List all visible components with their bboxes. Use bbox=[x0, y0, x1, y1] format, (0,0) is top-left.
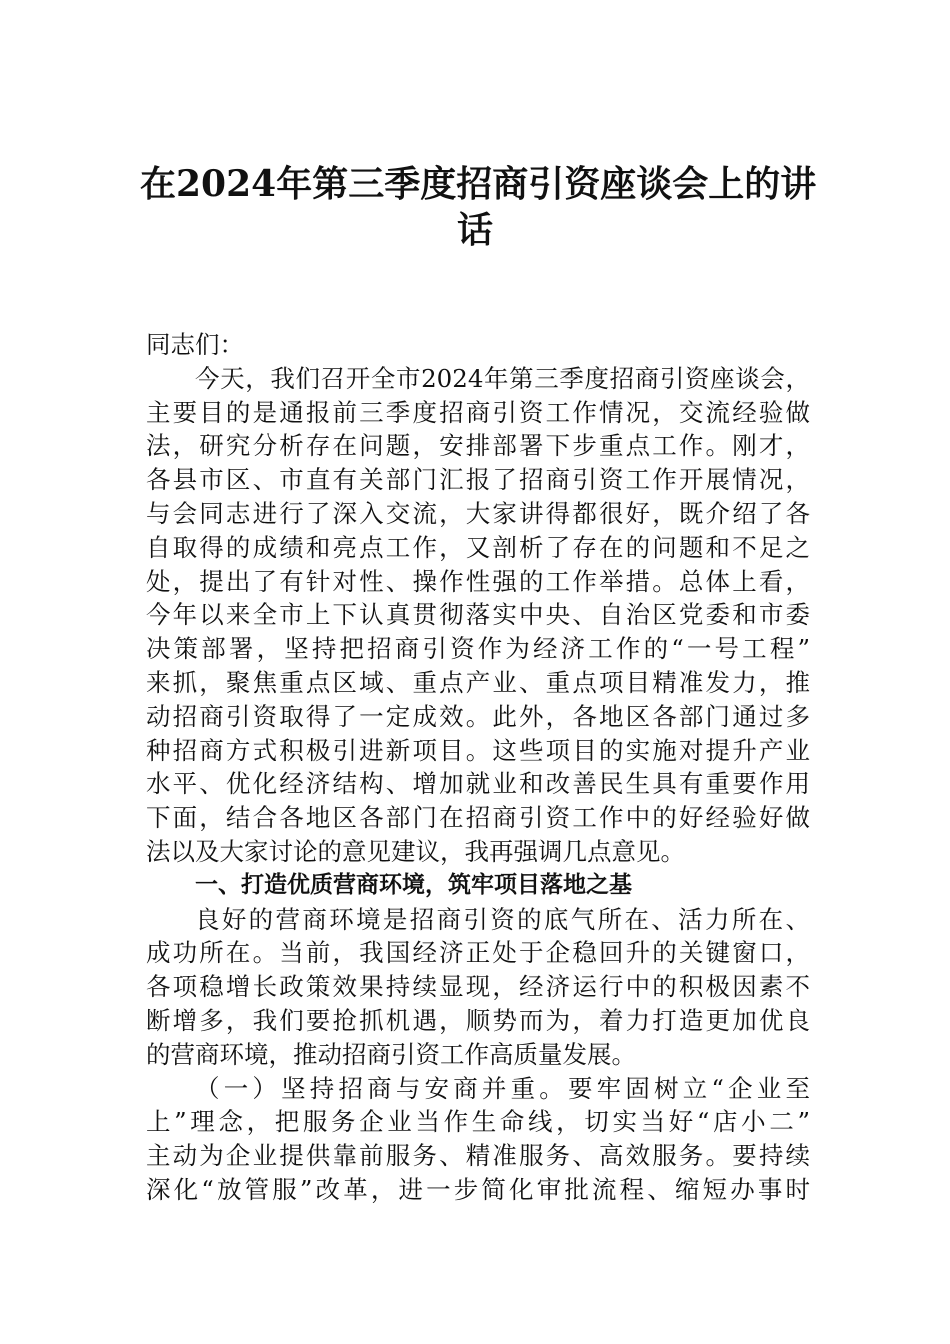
paragraph-line: 的营商环境，推动招商引资工作高质量发展。 bbox=[146, 1039, 636, 1069]
paragraph-line: 断增多，我们要抢抓机遇，顺势而为，着力打造更加优良 bbox=[146, 1005, 810, 1035]
paragraph-line: （一）坚持招商与安商并重。要牢固树立“企业至 bbox=[195, 1073, 810, 1103]
paragraph-line: 今天，我们召开全市2024年第三季度招商引资座谈会， bbox=[195, 363, 810, 393]
section-heading-text: 一、打造优质营商环境，筑牢项目落地之基 bbox=[195, 871, 632, 898]
paragraph-line: 种招商方式积极引进新项目。这些项目的实施对提升产业 bbox=[146, 735, 810, 765]
paragraph-line: 各项稳增长政策效果持续显现，经济运行中的积极因素不 bbox=[146, 972, 810, 1002]
paragraph-line: 水平、优化经济结构、增加就业和改善民生具有重要作用 bbox=[146, 769, 810, 799]
paragraph-line: 自取得的成绩和亮点工作，又剖析了存在的问题和不足之 bbox=[146, 532, 810, 562]
paragraph-intro bbox=[146, 362, 810, 869]
paragraph-line: 法，研究分析存在问题，安排部署下步重点工作。刚才， bbox=[146, 431, 810, 461]
paragraph-line: 法以及大家讨论的意见建议，我再强调几点意见。 bbox=[146, 836, 685, 866]
paragraph-subsection-1 bbox=[146, 1072, 810, 1207]
document-body bbox=[146, 328, 810, 1207]
paragraph-line: 来抓，聚焦重点区域、重点产业、重点项目精准发力，推 bbox=[146, 667, 810, 697]
paragraph-line: 主要目的是通报前三季度招商引资工作情况，交流经验做 bbox=[146, 397, 810, 427]
paragraph-line: 动招商引资取得了一定成效。此外，各地区各部门通过多 bbox=[146, 701, 810, 731]
paragraph-line: 深化“放管服”改革，进一步简化审批流程、缩短办事时 bbox=[146, 1174, 810, 1204]
paragraph-line: 下面，结合各地区各部门在招商引资工作中的好经验好做 bbox=[146, 803, 810, 833]
paragraph-line: 上”理念，把服务企业当作生命线，切实当好“店小二” bbox=[146, 1107, 810, 1137]
document-title-line-1: 在2024年第三季度招商引资座谈会上的讲 bbox=[140, 163, 817, 205]
section-heading-1 bbox=[146, 869, 810, 903]
paragraph-line: 决策部署，坚持把招商引资作为经济工作的“一号工程” bbox=[146, 634, 810, 664]
paragraph-line: 与会同志进行了深入交流，大家讲得都很好，既介绍了各 bbox=[146, 498, 810, 528]
paragraph-line: 今年以来全市上下认真贯彻落实中央、自治区党委和市委 bbox=[146, 600, 810, 630]
salutation-text: 同志们： bbox=[146, 330, 244, 359]
document-title-line-2: 话 bbox=[456, 209, 493, 251]
paragraph-line: 各县市区、市直有关部门汇报了招商引资工作开展情况， bbox=[146, 465, 810, 495]
salutation bbox=[146, 328, 810, 362]
paragraph-line: 主动为企业提供靠前服务、精准服务、高效服务。要持续 bbox=[146, 1141, 810, 1171]
paragraph-line: 良好的营商环境是招商引资的底气所在、活力所在、 bbox=[195, 904, 810, 934]
paragraph-line: 处，提出了有针对性、操作性强的工作举措。总体上看， bbox=[146, 566, 810, 596]
paragraph-section1 bbox=[146, 903, 810, 1072]
paragraph-line: 成功所在。当前，我国经济正处于企稳回升的关键窗口， bbox=[146, 938, 810, 968]
